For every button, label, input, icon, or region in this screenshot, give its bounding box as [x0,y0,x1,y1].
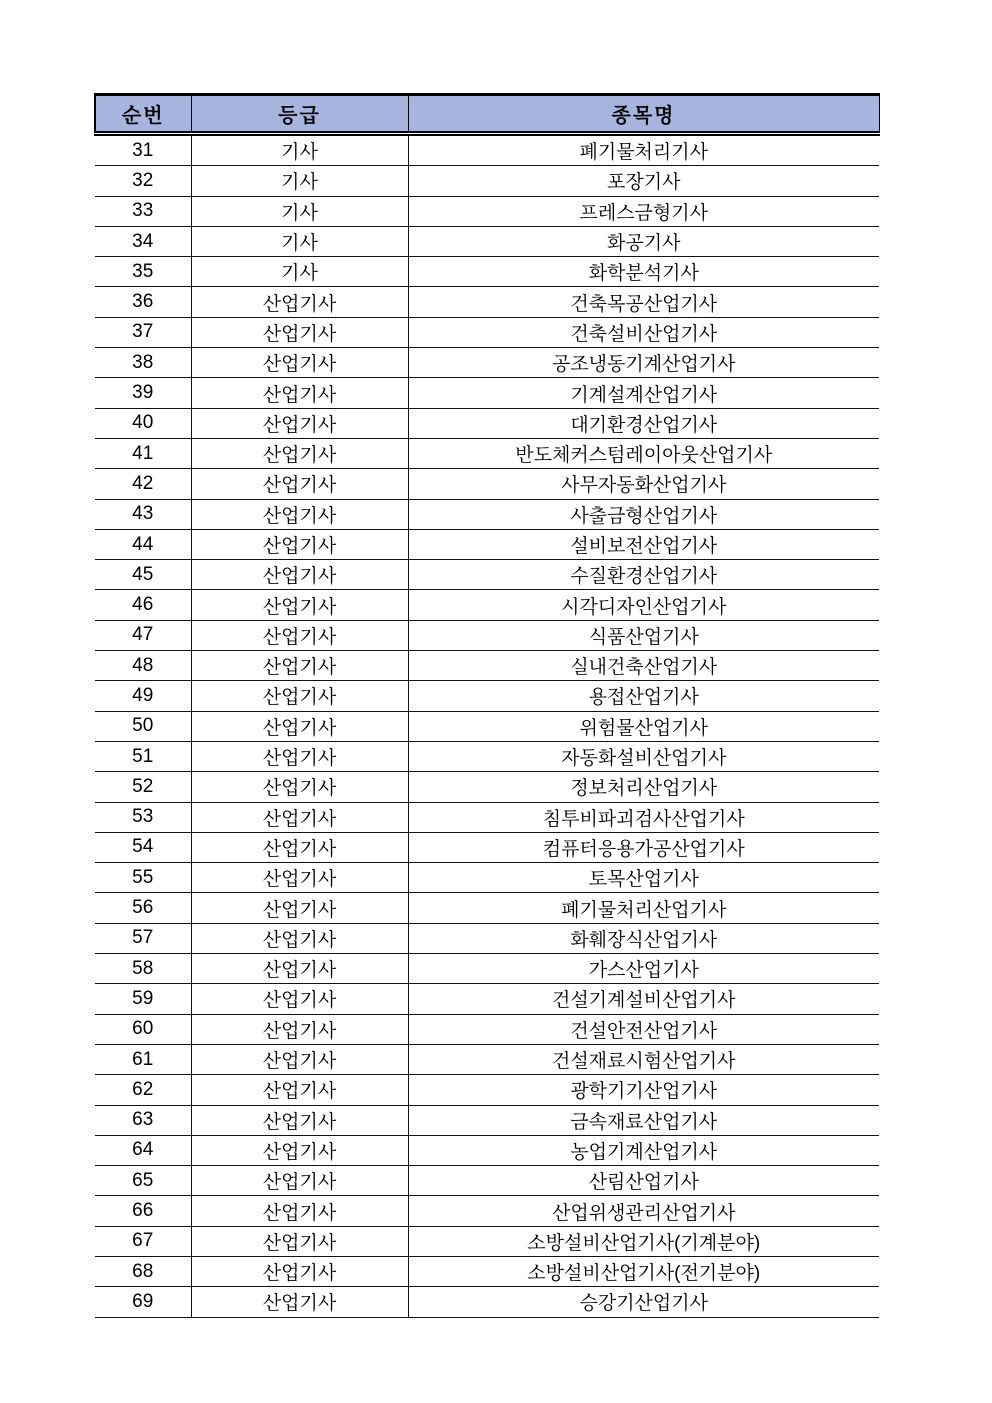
cell-no: 52 [95,772,191,802]
table-row [95,681,879,711]
table-row [95,802,879,832]
cell-grade: 기사 [191,166,408,196]
cell-no: 50 [95,711,191,741]
cell-name: 건설재료시험산업기사 [408,1044,879,1074]
table-row [95,1166,879,1196]
cell-no: 58 [95,954,191,984]
cell-grade: 산업기사 [191,711,408,741]
cell-grade: 산업기사 [191,984,408,1014]
cell-name: 소방설비산업기사(기계분야) [408,1226,879,1256]
cell-name: 건설기계설비산업기사 [408,984,879,1014]
cell-grade: 산업기사 [191,1166,408,1196]
table-header-row [95,95,879,134]
cell-grade: 산업기사 [191,348,408,378]
table-row [95,408,879,438]
cell-name: 설비보전산업기사 [408,529,879,559]
table-row [95,134,879,166]
table-row [95,772,879,802]
cell-no: 44 [95,529,191,559]
cell-grade: 산업기사 [191,408,408,438]
table-row [95,166,879,196]
table-row [95,1256,879,1286]
cell-name: 금속재료산업기사 [408,1105,879,1135]
cell-name: 화학분석기사 [408,257,879,287]
col-header-no: 순번 [95,95,191,134]
cell-no: 45 [95,560,191,590]
table-row [95,378,879,408]
cell-name: 용접산업기사 [408,681,879,711]
cell-no: 57 [95,923,191,953]
cell-name: 프레스금형기사 [408,196,879,226]
cell-no: 36 [95,287,191,317]
table-row [95,257,879,287]
cell-grade: 산업기사 [191,893,408,923]
cell-name: 시각디자인산업기사 [408,590,879,620]
cell-grade: 산업기사 [191,741,408,771]
cell-no: 41 [95,438,191,468]
table-row [95,438,879,468]
table-row [95,984,879,1014]
cell-grade: 산업기사 [191,469,408,499]
cell-grade: 기사 [191,196,408,226]
cell-no: 38 [95,348,191,378]
table-row [95,1196,879,1226]
cell-no: 61 [95,1044,191,1074]
cell-grade: 기사 [191,257,408,287]
table-row [95,1014,879,1044]
cell-name: 폐기물처리산업기사 [408,893,879,923]
cell-name: 대기환경산업기사 [408,408,879,438]
cell-name: 농업기계산업기사 [408,1135,879,1165]
cell-name: 가스산업기사 [408,954,879,984]
cell-grade: 산업기사 [191,832,408,862]
cell-no: 64 [95,1135,191,1165]
cell-no: 69 [95,1287,191,1317]
cell-name: 공조냉동기계산업기사 [408,348,879,378]
cell-name: 화훼장식산업기사 [408,923,879,953]
cell-grade: 산업기사 [191,1135,408,1165]
cell-no: 67 [95,1226,191,1256]
cell-grade: 산업기사 [191,1256,408,1286]
cell-no: 42 [95,469,191,499]
cell-no: 49 [95,681,191,711]
cell-no: 33 [95,196,191,226]
table-row [95,590,879,620]
cell-no: 35 [95,257,191,287]
table-row [95,741,879,771]
cell-no: 39 [95,378,191,408]
cell-grade: 산업기사 [191,954,408,984]
cell-name: 사무자동화산업기사 [408,469,879,499]
table-row [95,469,879,499]
cell-name: 승강기산업기사 [408,1287,879,1317]
cell-no: 53 [95,802,191,832]
table-row [95,560,879,590]
cell-grade: 산업기사 [191,317,408,347]
cell-name: 건축설비산업기사 [408,317,879,347]
table-row [95,1105,879,1135]
cell-grade: 산업기사 [191,378,408,408]
table-row [95,893,879,923]
table-row [95,1135,879,1165]
cell-no: 37 [95,317,191,347]
table-row [95,287,879,317]
cell-grade: 산업기사 [191,590,408,620]
cell-name: 광학기기산업기사 [408,1075,879,1105]
cell-name: 자동화설비산업기사 [408,741,879,771]
cell-grade: 산업기사 [191,1105,408,1135]
cell-grade: 산업기사 [191,499,408,529]
table-row [95,832,879,862]
cell-grade: 기사 [191,226,408,256]
cell-name: 컴퓨터응용가공산업기사 [408,832,879,862]
cell-grade: 산업기사 [191,1075,408,1105]
cell-name: 산업위생관리산업기사 [408,1196,879,1226]
cell-name: 토목산업기사 [408,863,879,893]
cell-no: 46 [95,590,191,620]
cell-name: 산림산업기사 [408,1166,879,1196]
cell-name: 정보처리산업기사 [408,772,879,802]
table-row [95,348,879,378]
cell-no: 68 [95,1256,191,1286]
cell-grade: 산업기사 [191,1014,408,1044]
table-row [95,196,879,226]
cell-name: 건축목공산업기사 [408,287,879,317]
table-row [95,863,879,893]
cell-name: 침투비파괴검사산업기사 [408,802,879,832]
cell-name: 실내건축산업기사 [408,651,879,681]
cell-grade: 산업기사 [191,438,408,468]
cell-grade: 산업기사 [191,681,408,711]
cell-grade: 산업기사 [191,620,408,650]
cell-no: 60 [95,1014,191,1044]
table-row [95,1226,879,1256]
cell-no: 48 [95,651,191,681]
cell-name: 기계설계산업기사 [408,378,879,408]
cell-no: 34 [95,226,191,256]
cell-name: 소방설비산업기사(전기분야) [408,1256,879,1286]
cell-no: 54 [95,832,191,862]
cell-no: 56 [95,893,191,923]
cell-no: 65 [95,1166,191,1196]
cell-no: 63 [95,1105,191,1135]
table-row [95,954,879,984]
cell-name: 식품산업기사 [408,620,879,650]
table-body [95,134,879,1318]
cell-name: 반도체커스텀레이아웃산업기사 [408,438,879,468]
table-row [95,1287,879,1317]
cell-name: 화공기사 [408,226,879,256]
cell-grade: 산업기사 [191,287,408,317]
table-row [95,620,879,650]
cell-name: 건설안전산업기사 [408,1014,879,1044]
cell-grade: 산업기사 [191,560,408,590]
table-row [95,1044,879,1074]
table-row [95,923,879,953]
table-row [95,226,879,256]
cell-grade: 산업기사 [191,1226,408,1256]
table-row [95,711,879,741]
cell-no: 47 [95,620,191,650]
cell-grade: 산업기사 [191,1196,408,1226]
cell-name: 폐기물처리기사 [408,134,879,166]
cell-name: 사출금형산업기사 [408,499,879,529]
col-header-name: 종목명 [408,95,879,134]
cell-no: 40 [95,408,191,438]
table-row [95,1075,879,1105]
cell-no: 32 [95,166,191,196]
table-row [95,317,879,347]
cell-name: 포장기사 [408,166,879,196]
cell-name: 수질환경산업기사 [408,560,879,590]
cell-no: 62 [95,1075,191,1105]
cell-grade: 기사 [191,134,408,166]
cell-no: 59 [95,984,191,1014]
cell-grade: 산업기사 [191,772,408,802]
cell-name: 위험물산업기사 [408,711,879,741]
cell-grade: 산업기사 [191,863,408,893]
cell-no: 31 [95,134,191,166]
cell-grade: 산업기사 [191,802,408,832]
table-row [95,499,879,529]
cell-no: 66 [95,1196,191,1226]
cell-grade: 산업기사 [191,651,408,681]
col-header-grade: 등급 [191,95,408,134]
qualification-table [94,93,880,1318]
cell-grade: 산업기사 [191,1044,408,1074]
cell-grade: 산업기사 [191,923,408,953]
cell-no: 51 [95,741,191,771]
cell-no: 55 [95,863,191,893]
cell-no: 43 [95,499,191,529]
cell-grade: 산업기사 [191,529,408,559]
table-row [95,651,879,681]
table-row [95,529,879,559]
cell-grade: 산업기사 [191,1287,408,1317]
